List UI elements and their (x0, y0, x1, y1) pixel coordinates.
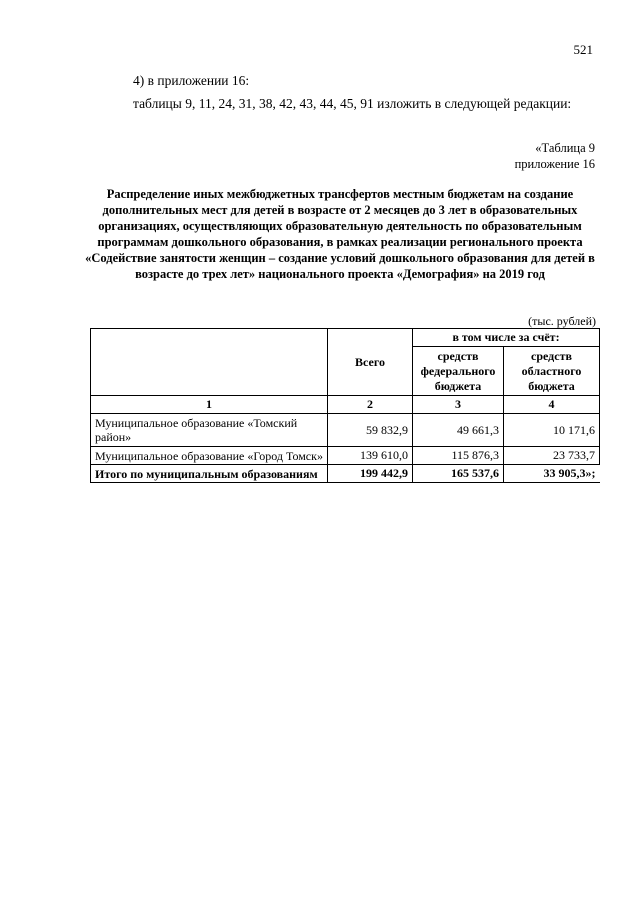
header-total: Всего (328, 329, 413, 396)
row-name: Муниципальное образование «Томский район» (91, 414, 328, 447)
intro-line-2: таблицы 9, 11, 24, 31, 38, 42, 43, 44, 45, 91 изложить в следующей редакции: (133, 96, 572, 111)
transfers-table (90, 328, 600, 483)
document-title: Распределение иных межбюджетных трансфертов местным бюджетам на создание дополнительных мест для детей в возрасте от 2 месяцев до 3 лет в образовательных организациях, осуществляющих образовательную деятельность по образовательным программам дошкольного образования, в рамках реализации регионального проекта «Содействие занятости женщин – создание условий дошкольного образования для детей в возрасте до трех лет» национального проекта «Демография» на 2019 год (85, 187, 595, 281)
column-number: 4 (504, 396, 600, 414)
total-row (91, 465, 600, 483)
table-reference-line-1: «Таблица 9 (535, 141, 595, 155)
header-regional: средств областного бюджета (504, 347, 600, 396)
page-number: 521 (573, 42, 593, 57)
header-federal: средств федерального бюджета (413, 347, 504, 396)
table-reference (515, 140, 595, 172)
total-row-name: Итого по муниципальным образованиям (91, 465, 328, 483)
header-name-cell (91, 329, 328, 396)
intro-line-1: 4) в приложении 16: (133, 73, 250, 88)
table-row (91, 447, 600, 465)
table-row (91, 414, 600, 447)
total-row-federal: 165 537,6 (413, 465, 504, 483)
column-number: 3 (413, 396, 504, 414)
column-number: 2 (328, 396, 413, 414)
row-total: 59 832,9 (328, 414, 413, 447)
row-federal: 115 876,3 (413, 447, 504, 465)
row-total: 139 610,0 (328, 447, 413, 465)
row-regional: 23 733,7 (504, 447, 600, 465)
units-label: (тыс. рублей) (528, 314, 596, 328)
column-numbers-row (91, 396, 600, 414)
header-group: в том числе за счёт: (413, 329, 600, 347)
row-federal: 49 661,3 (413, 414, 504, 447)
header-row-1 (91, 329, 600, 347)
row-regional: 10 171,6 (504, 414, 600, 447)
column-number: 1 (91, 396, 328, 414)
row-name: Муниципальное образование «Город Томск» (91, 447, 328, 465)
table-reference-line-2: приложение 16 (514, 157, 595, 171)
total-row-regional: 33 905,3»; (504, 465, 600, 483)
total-row-total: 199 442,9 (328, 465, 413, 483)
